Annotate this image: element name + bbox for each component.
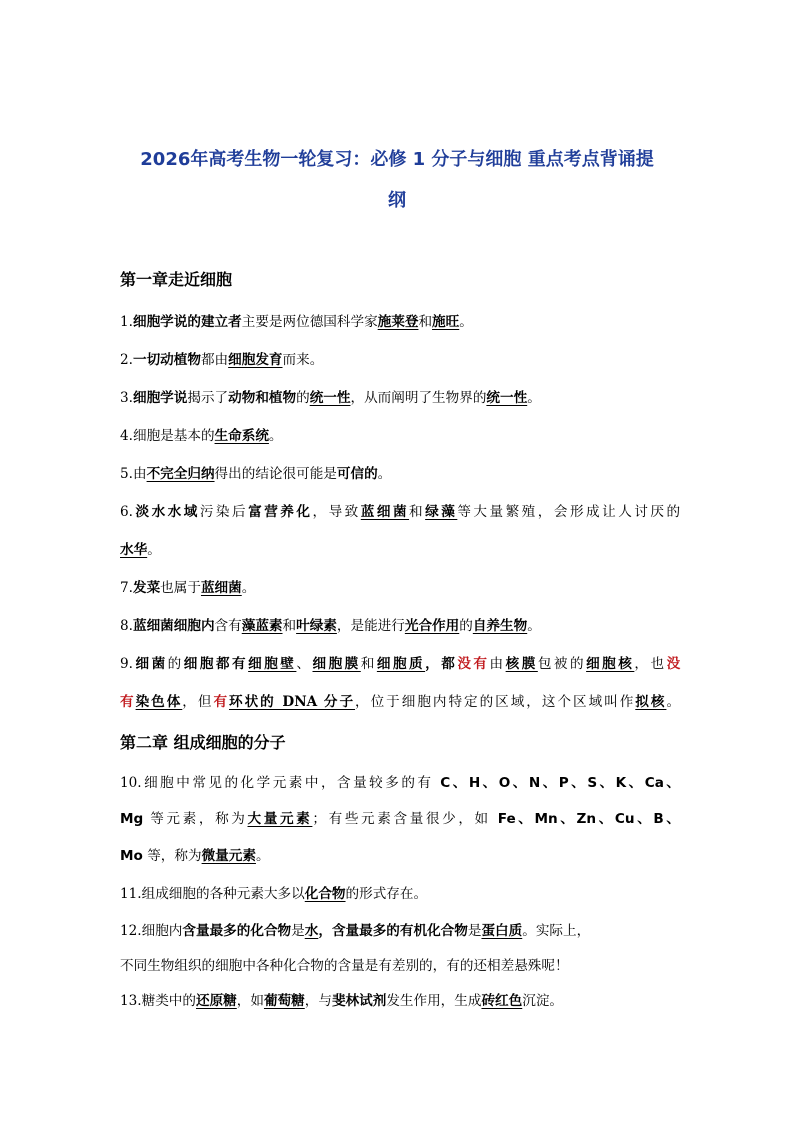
key-term: 叶绿素	[296, 618, 337, 634]
key-term: 蛋白质	[481, 923, 523, 939]
item-1	[120, 312, 680, 332]
key-term: 微量元素	[201, 848, 256, 864]
key-term: 施莱登	[377, 314, 419, 330]
key-term: 自养生物	[472, 618, 528, 634]
text: 都由	[200, 352, 229, 368]
text: 。	[255, 848, 270, 864]
bold-text: 斐林试剂	[331, 993, 387, 1009]
text: 糖类中的	[141, 993, 196, 1009]
item-number: 13.	[120, 993, 142, 1009]
key-term: 统一性	[486, 390, 528, 406]
key-term: 核膜	[505, 656, 538, 672]
bold-text: ，	[318, 923, 332, 939]
item-6	[120, 502, 680, 522]
item-13	[120, 991, 680, 1011]
bold-text: 含量最多的化合物	[182, 923, 292, 939]
item-number: 5.	[120, 466, 133, 482]
text: ，导致	[312, 504, 361, 520]
text: 和	[282, 618, 297, 634]
item-number: 6.	[120, 504, 133, 520]
text: ，也	[634, 656, 667, 672]
text: 揭示了	[187, 390, 229, 406]
key-term: 化合物	[304, 886, 346, 902]
text: 等元素，称为	[143, 811, 248, 827]
element-symbols: Mo	[120, 848, 143, 864]
text: 含有	[214, 618, 242, 634]
page-title: 2026年高考生物一轮复习：必修 1 分子与细胞 重点考点背诵提	[140, 149, 654, 170]
item-12-continued	[120, 956, 680, 976]
key-term: 蓝细菌	[360, 504, 410, 520]
item-number: 1.	[120, 314, 133, 330]
item-9	[120, 654, 680, 674]
item-number: 9.	[120, 656, 133, 672]
item-2	[120, 350, 680, 370]
text: 不同生物组织的细胞中各种化合物的含量是有差别的，有的还相差悬殊呢！	[120, 958, 569, 974]
key-term: 水	[304, 923, 319, 939]
chapter-2-heading: 第二章 组成细胞的分子	[120, 733, 286, 752]
element-symbols: Fe、Mn、Zn、Cu、B、	[497, 811, 680, 827]
page-title-continued: 纲	[388, 190, 406, 211]
key-term: 砖红色	[481, 993, 523, 1009]
element-symbols: C、H、O、N、P、S、K、Ca、	[440, 775, 680, 791]
text: 细胞内	[141, 923, 183, 939]
key-term: 细胞核	[586, 656, 635, 672]
item-number: 3.	[120, 390, 133, 406]
text: 而来。	[282, 352, 324, 368]
key-term: 不完全归纳	[146, 466, 215, 482]
item-7	[120, 578, 680, 598]
item-9-continued	[120, 692, 680, 712]
red-emphasis: 没有	[457, 656, 490, 672]
item-10	[120, 773, 680, 793]
key-term: 拟核	[635, 694, 667, 710]
text: 是	[291, 923, 305, 939]
text: ，从而阐明了生物界的	[350, 390, 487, 406]
bold-text: 细胞都有	[183, 656, 249, 672]
text: 沉淀。	[522, 993, 564, 1009]
text: ，如	[236, 993, 264, 1009]
text: ，位于细胞内特定的区域，这个区域叫作	[355, 694, 636, 710]
item-number: 7.	[120, 580, 133, 596]
text: 的形式存在。	[345, 886, 428, 902]
item-number: 2.	[120, 352, 133, 368]
text: 细胞中常见的化学元素中，含量较多的有	[141, 775, 441, 791]
bold-text: 淡水水域	[132, 504, 200, 520]
item-3	[120, 388, 680, 408]
text: ，但	[182, 694, 214, 710]
bold-text: 细胞学说的建立者	[132, 314, 242, 330]
text: 的	[167, 656, 184, 672]
item-number: 12.	[120, 923, 142, 939]
key-term: 藻蓝素	[241, 618, 283, 634]
text: 由	[132, 466, 147, 482]
item-number: 11.	[120, 886, 142, 902]
chapter-1-heading: 第一章走近细胞	[120, 270, 233, 289]
key-term: 统一性	[309, 390, 351, 406]
key-term: 细胞膜	[312, 656, 361, 672]
text: 。实际上，	[522, 923, 591, 939]
bold-text: ，都	[425, 656, 458, 672]
text: ，与	[304, 993, 332, 1009]
text: 细胞是基本的	[132, 428, 215, 444]
text: 。	[527, 390, 541, 406]
text: 。	[147, 542, 161, 558]
text: 也属于	[160, 580, 201, 596]
item-12	[120, 921, 680, 941]
key-term: 施旺	[432, 314, 460, 330]
text: ；有些元素含量很少，如	[312, 811, 498, 827]
text: 。	[377, 466, 392, 482]
item-number: 10.	[120, 775, 142, 791]
item-10-continued	[120, 809, 680, 829]
key-term: 细胞质	[376, 656, 426, 672]
key-term: 生命系统	[214, 428, 269, 444]
text: 由	[489, 656, 506, 672]
red-emphasis: 有	[213, 694, 230, 710]
bold-text: 可信的	[336, 466, 378, 482]
bold-text: 蓝细菌细胞内	[132, 618, 215, 634]
item-8	[120, 616, 680, 636]
text: 和	[409, 504, 426, 520]
item-11	[120, 884, 680, 904]
item-10-continued-2	[120, 846, 680, 866]
bold-text: 发菜	[132, 580, 161, 596]
red-emphasis: 有	[120, 694, 136, 710]
bold-text: 细胞学说	[132, 390, 188, 406]
text: 得出的结论很可能是	[214, 466, 337, 482]
item-number: 8.	[120, 618, 133, 634]
key-term: 大量元素	[247, 811, 313, 827]
item-number: 4.	[120, 428, 133, 444]
key-term: 细胞发育	[228, 352, 283, 368]
bold-text: 细菌	[132, 656, 168, 672]
key-term: 葡萄糖	[263, 993, 305, 1009]
bold-text: 一切动植物	[132, 352, 201, 368]
bold-text: 富营养化	[248, 504, 313, 520]
text: 。	[268, 428, 283, 444]
key-term: 绿藻	[425, 504, 458, 520]
text: 主要是两位德国科学家	[241, 314, 378, 330]
item-4	[120, 426, 680, 446]
key-term: 还原糖	[196, 993, 237, 1009]
text: 等，称为	[142, 848, 202, 864]
text: 发生作用，生成	[386, 993, 482, 1009]
key-term: 光合作用	[404, 618, 460, 634]
red-emphasis: 没	[666, 656, 681, 672]
bold-text: 含量最多的有机化合物	[331, 923, 468, 939]
text: 、	[296, 656, 313, 672]
text: 的	[296, 390, 310, 406]
text: ，是能进行	[336, 618, 405, 634]
item-5	[120, 464, 680, 484]
text: 。	[459, 314, 473, 330]
text: 污染后	[199, 504, 249, 520]
item-6-continued	[120, 540, 680, 560]
text: 和	[418, 314, 433, 330]
bold-text: 动物和植物	[228, 390, 297, 406]
key-term: 蓝细菌	[200, 580, 242, 596]
key-term: 染色体	[135, 694, 183, 710]
text: 和	[360, 656, 377, 672]
text: 包被的	[537, 656, 587, 672]
key-term: 环状的 DNA 分子	[229, 694, 356, 710]
text: 。	[666, 694, 681, 710]
text: 是	[467, 923, 482, 939]
text: 的	[459, 618, 473, 634]
text: 。	[241, 580, 256, 596]
key-term: 细胞壁	[248, 656, 297, 672]
element-symbols: Mg	[120, 811, 144, 827]
text: 。	[527, 618, 541, 634]
key-term: 水华	[120, 542, 148, 558]
text: 等大量繁殖，会形成让人讨厌的	[457, 504, 681, 520]
text: 组成细胞的各种元素大多以	[141, 886, 305, 902]
